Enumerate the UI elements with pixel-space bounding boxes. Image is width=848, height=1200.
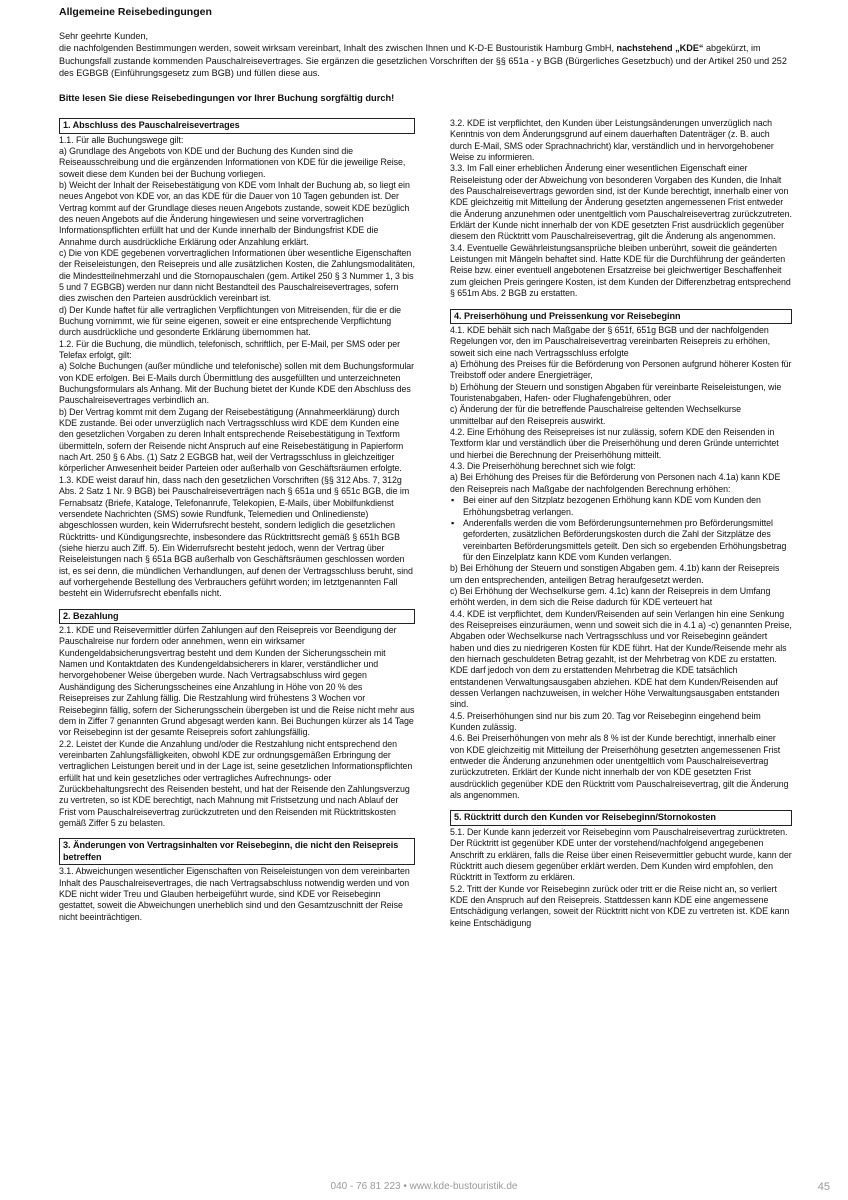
section-3-paragraph: 3.4. Eventuelle Gewährleistungsansprüche bleiben unberührt, soweit die geänderten Leistungen mit Mängeln behaftet sind. Hatte KDE für die Durchführung der geänderten Reise bzw. einer eventuell angebotenen Ersatzreise bei gleichwertiger Beschaffenheit zum gleichen Preis geringere Kosten, ist dem Kunden der Differenzbetrag entsprechend § 651m Abs. 2 BGB zu erstatten. xyxy=(450,242,791,299)
section-1-paragraph: b) Weicht der Inhalt der Reisebestätigung von KDE vom Inhalt der Buchung ab, so liegt ein neues Angebot von KDE vor, an das KDE für die Dauer von 10 Tagen gebunden ist. Der Vertrag kommt auf der Grundlage dieses neuen Angebots zustande, soweit KDE bezüglich des neuen Angebots auf die Änderung hingewiesen und seine vorvertraglichen Informationspflichten erfüllt hat und der Kunde innerhalb der Bindungsfrist KDE die Annahme durch ausdrückliche Erklärung oder Anzahlung erklärt. xyxy=(59,179,410,247)
section-2-heading: 2. Bezahlung xyxy=(59,609,415,625)
section-gap xyxy=(450,801,792,810)
section-4-paragraph: 4.4. KDE ist verpflichtet, dem Kunden/Reisenden auf sein Verlangen hin eine Senkung des Reisepreises einzuräumen, wenn und soweit sich die in 4.1 a) -c) genannten Preise, Abgaben oder Wechselkurse nach Vertragsschluss und vor Reisebeginn geändert haben und dies zu niedrigeren Kosten für KDE führt. Hat der Kunde/Reisende mehr als den hiernach geschuldeten Betrag gezahlt, ist der Mehrbetrag von KDE zu erstatten. KDE darf jedoch von dem zu erstattenden Mehrbetrag die KDE tatsächlich entstandenen Verwaltungsausgaben abziehen. KDE hat dem Kunden/Reisenden auf dessen Verlangen nachzuweisen, in welcher Höhe Verwaltungsausgaben entstanden sind. xyxy=(450,608,792,710)
section-1-paragraph: c) Die von KDE gegebenen vorvertraglichen Informationen über wesentliche Eigenschaften der Reiseleistungen, den Reisepreis und alle zusätzlichen Kosten, die Zahlungsmodalitäten, die Mindestteilnehmerzahl und die Stornopauschalen (gem. Artikel 250 § 3 Nummer 1, 3 bis 5 und 7 EGBGB) werden nur dann nicht Bestandteil des Pauschalreisevertrages, sofern dies zwischen den Parteien ausdrücklich vereinbart ist. xyxy=(59,247,415,304)
intro-body-pre: die nachfolgenden Bestimmungen werden, soweit wirksam vereinbart, Inhalt des zwischen Ihnen und K-D-E Bustouristik Hamburg GmbH, xyxy=(59,43,617,54)
section-4-paragraph: unmittelbar auf den Reisepreis auswirkt. xyxy=(450,415,606,426)
section-3-paragraph: 3.3. Im Fall einer erheblichen Änderung einer wesentlichen Eigenschaft einer Reiseleistung oder der Abweichung von besonderen Vorgaben des Kunden, die Inhalt des Pauschalreisevertrags geworden sind, ist der Kunde berechtigt, innerhalb einer von KDE gleichzeitig mit Mitteilung der Änderung gesetzten angemessenen Frist entweder die Änderung anzunehmen oder unentgeltlich vom Pauschalreisevertrag zurückzutreten. Erklärt der Kunde nicht innerhalb der von KDE gesetzten Frist ausdrücklich gegenüber diesem den Rücktritt vom Pauschalreisevertrag, gilt die Änderung als angenommen. xyxy=(450,163,792,242)
section-5-paragraph: 5.1. Der Kunde kann jederzeit vor Reisebeginn vom Pauschalreisevertrag zurücktreten. Der Rücktritt ist gegenüber KDE unter der vorstehend/nachfolgend angegebenen Anschrift zu erklären, falls die Reise über einen Reisevermittler gebucht wurde, kann der Rücktritt auch diesem gegenüber erklärt werden. Dem Kunden wird empfohlen, den Rücktritt in Textform zu erklären. xyxy=(450,826,792,883)
document-title: Allgemeine Reisebedingungen xyxy=(59,6,212,18)
section-3-paragraph: 3.1. Abweichungen wesentlicher Eigenschaften von Reiseleistungen von dem vereinbarten Inhalt des Pauschalreisevertrages, die nach Vertragsabschluss notwendig werden und von KDE nicht wider Treu und Glauben herbeigeführt wurde, sind KDE vor Reisebeginn gestattet, soweit die Abweichungen unerheblich sind und den Gesamtzuschnitt der Reise nicht beeinträchtigen. xyxy=(59,866,410,922)
read-carefully-notice: Bitte lesen Sie diese Reisebedingungen vor Ihrer Buchung sorgfältig durch! xyxy=(59,93,395,103)
section-gap xyxy=(59,829,415,838)
section-1-paragraph: a) Grundlage des Angebots von KDE und der Buchung des Kunden sind die Reiseausschreibung und die ergänzenden Informationen von KDE für die jeweilige Reise, soweit diese dem Kunden bei der Buchung vorliegen. xyxy=(59,145,406,179)
page-number: 45 xyxy=(817,1181,830,1193)
footer-contact: 040 - 76 81 223 • www.kde-bustouristik.de xyxy=(330,1181,518,1192)
section-1-paragraph: 1.1. Für alle Buchungswege gilt: xyxy=(59,134,184,145)
section-3-heading: 3. Änderungen von Vertragsinhalten vor Reisebeginn, die nicht den Reisepreis betreffen xyxy=(59,838,415,865)
section-2-paragraph: 2.2. Leistet der Kunde die Anzahlung und/oder die Restzahlung nicht entsprechend den vereinbarten Zahlungsfälligkeiten, obwohl KDE zur ordnungsgemäßen Erbringung der vertraglichen Leistungen bereit und in der Lage ist, seine gesetzlichen Informationspflichten erfüllt hat und kein gesetzliches oder vertragliches Aufrechnungs- oder Zurückbehaltungsrecht des Reisenden besteht, und hat der Reisende den Zahlungsverzug zu vertreten, so ist KDE berechtigt, nach Mahnung mit Fristsetzung und nach Ablauf der Frist vom Pauschalreisevertrag zurückzutreten und den Reisenden mit Rücktrittskosten gemäß Ziffer 5 zu belasten. xyxy=(59,738,413,828)
section-5-paragraph: 5.2. Tritt der Kunde vor Reisebeginn zurück oder tritt er die Reise nicht an, so verliert KDE den Anspruch auf den Reisepreis. Stattdessen kann KDE eine angemessene Entschädigung verlangen, soweit der Rücktritt nicht von KDE zu vertreten ist. KDE kann keine Entschädigung xyxy=(450,883,790,928)
section-5-heading: 5. Rücktritt durch den Kunden vor Reisebeginn/Stornokosten xyxy=(450,810,792,826)
section-4-paragraph: 4.6. Bei Preiserhöhungen von mehr als 8 % ist der Kunde berechtigt, innerhalb einer von KDE gleichzeitig mit Mitteilung der Preiserhöhung gesetzten angemessenen Frist entweder die Änderung anzunehmen oder unentgeltlich vom Pauschalreisevertrag zurückzutreten. Erklärt der Kunde nicht innerhalb der von KDE gesetzten Frist ausdrücklich gegenüber KDE den Rücktritt vom Pauschalreisevertrag, gilt die Änderung als angenommen. xyxy=(450,733,789,801)
section-gap xyxy=(59,600,415,609)
section-1-paragraph: b) Der Vertrag kommt mit dem Zugang der Reisebestätigung (Annahmeerklärung) durch KDE zustande. Bei oder unverzüglich nach Vertragsschluss wird KDE dem Kunden eine den gesetzlichen Vorgaben zu deren Inhalt entsprechende Reisebestätigung in Textform übermitteln, sofern der Reisende nicht Anspruch auf eine Reisebestätigung in Papierform nach Art. 250 § 6 Abs. (1) Satz 2 EGBGB hat, weil der Vertragsschluss in gleichzeitiger körperlicher Anwesenheit beider Parteien oder außerhalb von Geschäftsräumen erfolgte. xyxy=(59,406,404,474)
section-4-paragraph: b) Bei Erhöhung der Steuern und sonstigen Abgaben gem. 4.1b) kann der Reisepreis um den entsprechenden, anteiligen Betrag heraufgesetzt werden. xyxy=(450,563,780,585)
section-4-paragraph: c) Änderung der für die betreffende Pauschalreise geltenden Wechselkurse xyxy=(450,404,742,415)
left-column xyxy=(59,118,415,923)
section-1-paragraph: a) Solche Buchungen (außer mündliche und telefonische) sollen mit dem Buchungsformular von KDE erfolgen. Bei E-Mails durch Übermittlung des ausgefüllten und unterzeichneten Buchungsformulars als Anhang. Mit der Buchung bietet der Kunde KDE den Abschluss des Pauschalreisevertrages verbindlich an. xyxy=(59,361,415,406)
section-4-heading: 4. Preiserhöhung und Preissenkung vor Reisebeginn xyxy=(450,309,792,325)
section-gap xyxy=(450,300,792,309)
section-1-paragraph: d) Der Kunde haftet für alle vertraglichen Verpflichtungen von Mitreisenden, für die er die Buchung vornimmt, wie für seine eigenen, soweit er eine entsprechende Verpflichtung durch ausdrückliche und gesonderte Erklärung übernommen hat. xyxy=(59,304,402,338)
section-4-paragraph: b) Erhöhung der Steuern und sonstigen Abgaben für vereinbarte Reiseleistungen, wie Touristenabgaben, Hafen- oder Flughafengebühren, oder xyxy=(450,381,782,404)
intro-body-bold: nachstehend „KDE“ xyxy=(616,43,704,54)
intro-greeting: Sehr geehrte Kunden, xyxy=(59,31,148,41)
section-1-heading: 1. Abschluss des Pauschalreisevertrages xyxy=(59,118,415,134)
bullet-item: ▪ Bei einer auf den Sitzplatz bezogenen Erhöhung kann KDE vom Kunden den Erhöhungsbetrag verlangen. xyxy=(450,495,792,518)
section-4-paragraph: a) Erhöhung des Preises für die Beförderung von Personen aufgrund höherer Kosten für Treibstoff oder andere Energieträger, xyxy=(450,359,792,381)
intro-block xyxy=(59,30,794,79)
intro-body-post: abgekürzt, im Buchungsfall zustande kommenden Pauschalreisevertrages. Sie ergänzen die gesetzlichen Vorschriften der §§ 651a - y BGB (Bürgerliches Gesetzbuch) und der Artikel 250 und 252 des EGBGB (Einführungsgesetz zum BGB) und füllen diese aus. xyxy=(59,43,787,78)
section-4-paragraph: c) Bei Erhöhung der Wechselkurse gem. 4.1c) kann der Reisepreis in dem Umfang erhöht werden, in dem sich die Reise dadurch für KDE verteuert hat xyxy=(450,585,771,608)
intro-body xyxy=(59,42,794,79)
section-4-paragraph: 4.2. Eine Erhöhung des Reisepreises ist nur zulässig, sofern KDE den Reisenden in Textform klar und verständlich über die Preiserhöhung und deren Gründe unterrichtet und hierbei die Berechnung der Preiserhöhung mitteilt. xyxy=(450,427,779,460)
section-4-paragraph: 4.3. Die Preiserhöhung berechnet sich wie folgt: xyxy=(450,461,636,472)
right-column xyxy=(450,118,792,929)
section-4-paragraph: 4.5. Preiserhöhungen sind nur bis zum 20. Tag vor Reisebeginn eingehend beim Kunden zulässig. xyxy=(450,710,761,733)
section-3-paragraph: 3.2. KDE ist verpflichtet, den Kunden über Leistungsänderungen unverzüglich nach Kenntnis von dem Änderungsgrund auf einem dauerhaften Datenträger (z. B. auch durch E-Mail, SMS oder Sprachnachricht) klar, verständlich und in hervorgehobener Weise zu informieren. xyxy=(450,118,774,163)
section-1-paragraph: 1.3. KDE weist darauf hin, dass nach den gesetzlichen Vorschriften (§§ 312 Abs. 7, 312g Abs. 2 Satz 1 Nr. 9 BGB) bei Pauschalreiseverträgen nach § 651a und § 651c BGB, die im Fernabsatz (Briefe, Kataloge, Telefonanrufe, Telekopien, E-Mails, über Mobilfunkdienst versendete Nachrichten (SMS) sowie Rundfunk, Telemedien und Onlinedienste) abgeschlossen wurden, kein Widerrufsrecht besteht, sondern lediglich die gesetzlichen Rücktritts- und Kündigungsrechte, insbesondere das Rücktrittsrecht gemäß § 651h BGB (siehe hierzu auch Ziff. 5). Ein Widerrufsrecht besteht jedoch, wenn der Vertrag über Reiseleistungen nach § 651a BGB außerhalb von Geschäftsräumen geschlossen worden ist, es sei denn, die mündlichen Verhandlungen, auf denen der Vertragsschluss beruht, sind auf vorhergehende Bestellung des Verbrauchers geführt worden; im letztgenannten Fall besteht ein Widerrufsrecht ebenfalls nicht. xyxy=(59,474,413,599)
section-4-paragraph: 4.1. KDE behält sich nach Maßgabe der § 651f, 651g BGB und der nachfolgenden Regelungen vor, den im Pauschalreisevertrag vereinbarten Reisepreis zu erhöhen, soweit sich eine nach Vertragsschluss erfolgte xyxy=(450,325,771,358)
section-2-paragraph: 2.1. KDE und Reisevermittler dürfen Zahlungen auf den Reisepreis vor Beendigung der Pauschalreise nur fordern oder annehmen, wenn ein wirksamer Kundengeldabsicherungsvertrag besteht und dem Kunden der Sicherungsschein mit Namen und Kontaktdaten des Kundengeldabsicherers in klarer, verständlicher und hervorgehobener Weise übergeben wurde. Nach Vertragsabschluss wird gegen Aushändigung des Sicherungsscheines eine Anzahlung in Höhe von 20 % des Reisepreises zur Zahlung fällig. Die Restzahlung wird frühestens 3 Wochen vor Reisebeginn fällig, sofern der Sicherungsschein übergeben ist und die Reise nicht mehr aus dem in Ziffer 7 genannten Grund abgesagt werden kann. Bei Buchungen kürzer als 14 Tage vor Reisebeginn ist der gesamte Reisepreis sofort zahlungsfällig. xyxy=(59,625,415,738)
section-1-paragraph: 1.2. Für die Buchung, die mündlich, telefonisch, schriftlich, per E-Mail, per SMS oder per Telefax erfolgt, gilt: xyxy=(59,338,401,361)
calculation-bullet-list xyxy=(450,495,792,563)
section-4-paragraph: a) Bei Erhöhung des Preises für die Beförderung von Personen nach 4.1a) kann KDE den Reisepreis nach Maßgabe der nachfolgenden Berechnung erhöhen: xyxy=(450,472,781,494)
bullet-item: ▪ Anderenfalls werden die vom Beförderungsunternehmen pro Beförderungsmittel geforderten, zusätzlichen Beförderungskosten durch die Zahl der Sitzplätze des vereinbarten Beförderungsmittels geteilt. Den sich so ergebenden Erhöhungsbetrag für den Einzelplatz kann KDE vom Kunden verlangen. xyxy=(450,518,792,563)
